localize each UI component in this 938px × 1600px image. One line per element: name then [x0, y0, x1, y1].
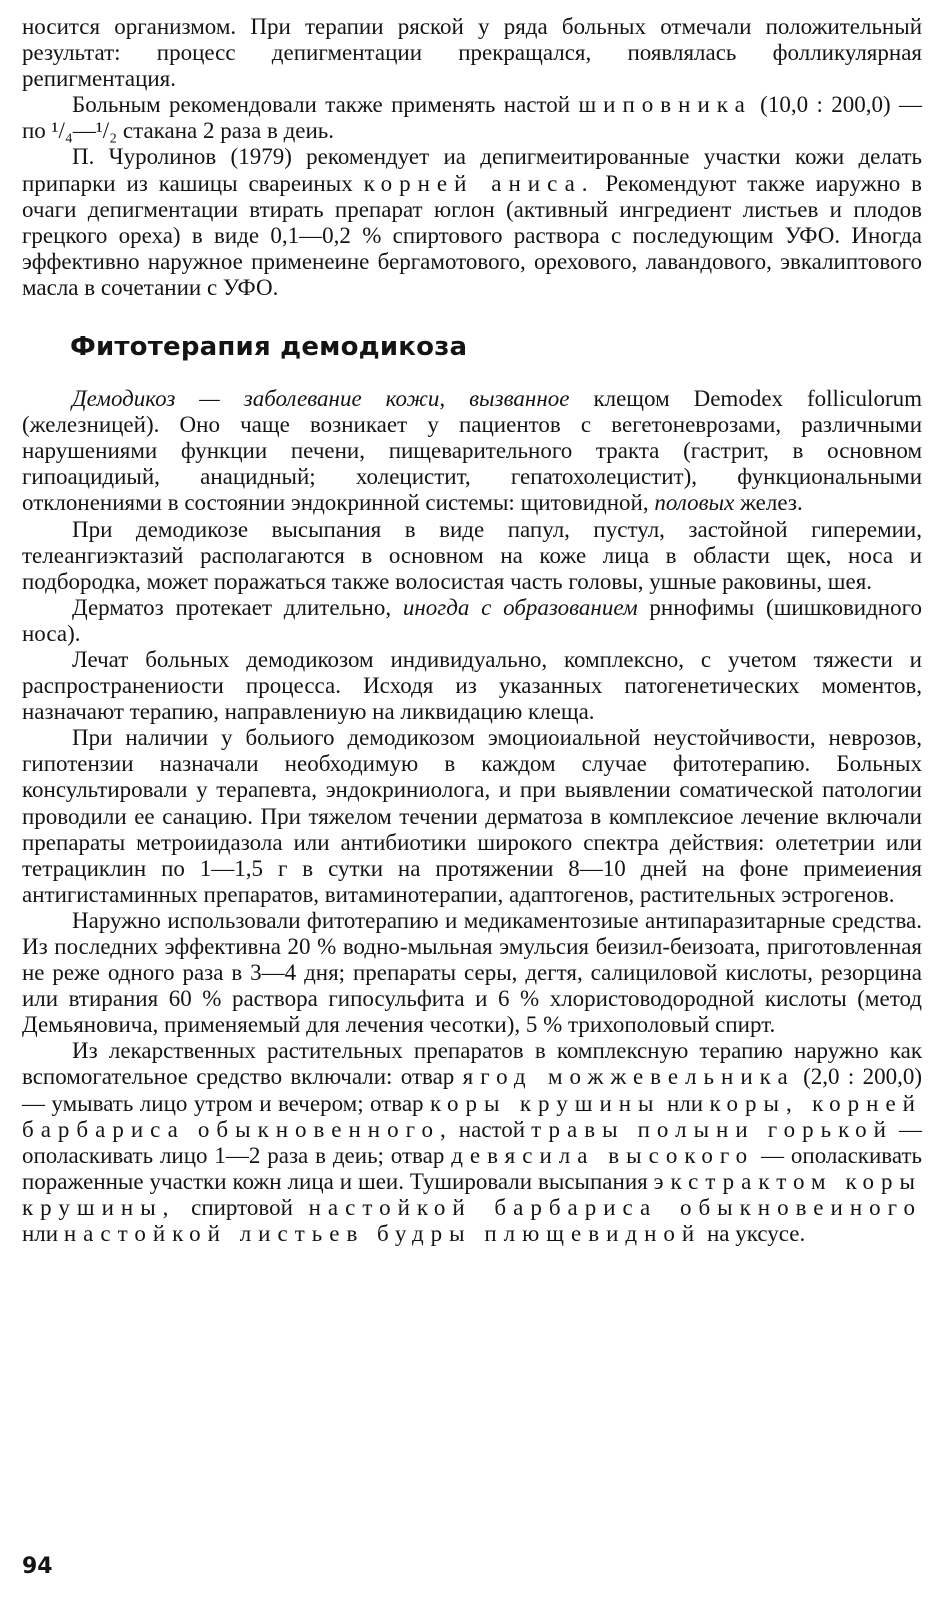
text-run: Из лекарственных растительных препаратов в комплексную терапию наружно как вспомогательное средство включали: отвар — [22, 1038, 922, 1090]
paragraph-treatment: Лечат больных демодикозом индивидуально, комплексно, с учетом тяжести и распространениости процесса. Исходя из указанных патогенетических моментов, назначают терапию, направлениую на ликвидацию клеща. — [22, 646, 922, 725]
text-run: рннофимы (шишковидного носа). — [22, 594, 922, 646]
paragraph-external: Наружно использовали фитотерапию и медикаментозиые антипаразитарные средства. Из последних эффективна 20 % водно-мыльная эмульсия беизил-беизоата, приготовленная не реже одного раза в 3—4 дня; препараты серы, дегтя, салициловой кислоты, резорцина или втирания 60 % раствора гипосульфита и 6 % хлористоводородной кислоты (метод Демьяновича, применяемый для лечения чесотки), 5 % трихополовый спирт. — [22, 907, 922, 1038]
spaced-term: экстрактом коры крушины, — [22, 1168, 923, 1220]
italic-run: Демодикоз — заболевание кожи, вызванное — [72, 386, 570, 412]
text-run: желез. — [734, 490, 803, 516]
text-run: спиртовой — [175, 1194, 309, 1220]
paragraph-symptoms: При демодикозе высыпания в виде папул, пустул, застойной гиперемии, телеангиэктазий располагаются в основном на коже лица в области щек, носа и подбородка, может поражаться также волосистая часть головы, ушные раковины, шея. — [22, 516, 922, 594]
paragraph-continuation: носится организмом. При терапии ряской у ряда больных отмечали положительный результат: процесс депигментации прекращался, появлялась фолликулярная репигментация. — [22, 14, 922, 92]
spaced-term: настойкой листьев будры плющевидной — [63, 1221, 702, 1247]
spaced-term: корней аниса. — [363, 170, 595, 196]
spaced-term: коры крушины — [429, 1090, 661, 1116]
paragraph-definition — [22, 386, 922, 516]
paragraph-phytotherapy: При наличии у больиого демодикозом эмоциоиальной неустойчивости, неврозов, гипотензии назначали необходимую в каждом случае фитотерапию. Больных консультировали у терапевта, эндокриниолога, и при выявлении соматической патологии проводили ее санацию. При тяжелом течении дерматоза в комплексиое лечение включали препараты метроиидазола или антибиотики широкого спектра действия: олететрии или тетрациклин по 1—1,5 г в сутки на протяжении 8—10 дней на фоне примеиения антигистаминных препаратов, витаминотерапии, адаптогенов, растительных эстрогенов. — [22, 725, 922, 907]
text-run: Рекомендуют также иаружно в очаги депигментации втирать препарат юглон (активный ингредиент листьев и плодов грецкого ореха) в виде 0,1—0,2 % спиртового раствора с последующим УФО. Иногда эффективно наружное применеине бергамотового, орехового, лавандового, эвкалиптового масла в сочетании с УФО. — [22, 170, 922, 300]
italic-run: половых — [654, 490, 735, 516]
text-run: нли — [22, 1221, 64, 1247]
text-run: — ополаскивать пораженные участки кожн лица и шеи. Тушировали высыпания — [22, 1142, 922, 1194]
spaced-term: шиповника — [578, 92, 752, 118]
text-run: П. Чуролинов (1979) рекомендует иа депигмеитированные участки кожи делать припарки из кашицы свареиных — [22, 144, 922, 196]
spaced-term: ягод можжевельника — [462, 1064, 795, 1090]
page-number: 94 — [22, 1554, 53, 1579]
paragraph-herbal — [22, 1038, 922, 1247]
text-run: настой — [452, 1116, 532, 1142]
text-run: — ополаскивать лицо 1—2 раза в деиь; отвар — [22, 1116, 922, 1168]
text-run: клещом Demodex folliculorum (железницей). Оно чаще возникает у пациентов с вегетоневрозами, различными нарушениями функции печени, пищеварительного тракта (гастрит, в основном гипоацидиый, анацидный; холецистит, гепатохолецистит), функциональными отклонениями в состоянии эндокринной системы: щитовидной, — [22, 386, 922, 516]
text-run: (10,0 : 200,0) — по ¹/₄—¹/₂ стакана 2 раза в деиь. — [22, 92, 922, 144]
text-run: Больным рекомендовали также применять настой — [72, 92, 579, 118]
paragraph-course — [22, 595, 922, 647]
text-run: на уксусе. — [701, 1221, 806, 1247]
paragraph-rosehip — [22, 92, 922, 144]
text-run: Дерматоз протекает длительно, — [72, 594, 403, 620]
paragraph-anise — [22, 144, 922, 301]
text-run: нли — [660, 1090, 710, 1116]
spaced-term: девясила высокого — [451, 1142, 755, 1168]
section-heading: Фитотерапия демодикоза — [70, 332, 468, 363]
book-page — [22, 14, 922, 1586]
italic-run: иногда с образованием — [402, 594, 638, 620]
text-run: (2,0 : 200,0) — умывать лицо утром и вечером; отвар — [22, 1064, 922, 1116]
spaced-term: коры, корней барбариса обыкновенного, — [22, 1090, 922, 1142]
spaced-term: настойкой барбариса обыкновеиного — [308, 1194, 922, 1220]
spaced-term: травы полыни горькой — [531, 1116, 893, 1142]
